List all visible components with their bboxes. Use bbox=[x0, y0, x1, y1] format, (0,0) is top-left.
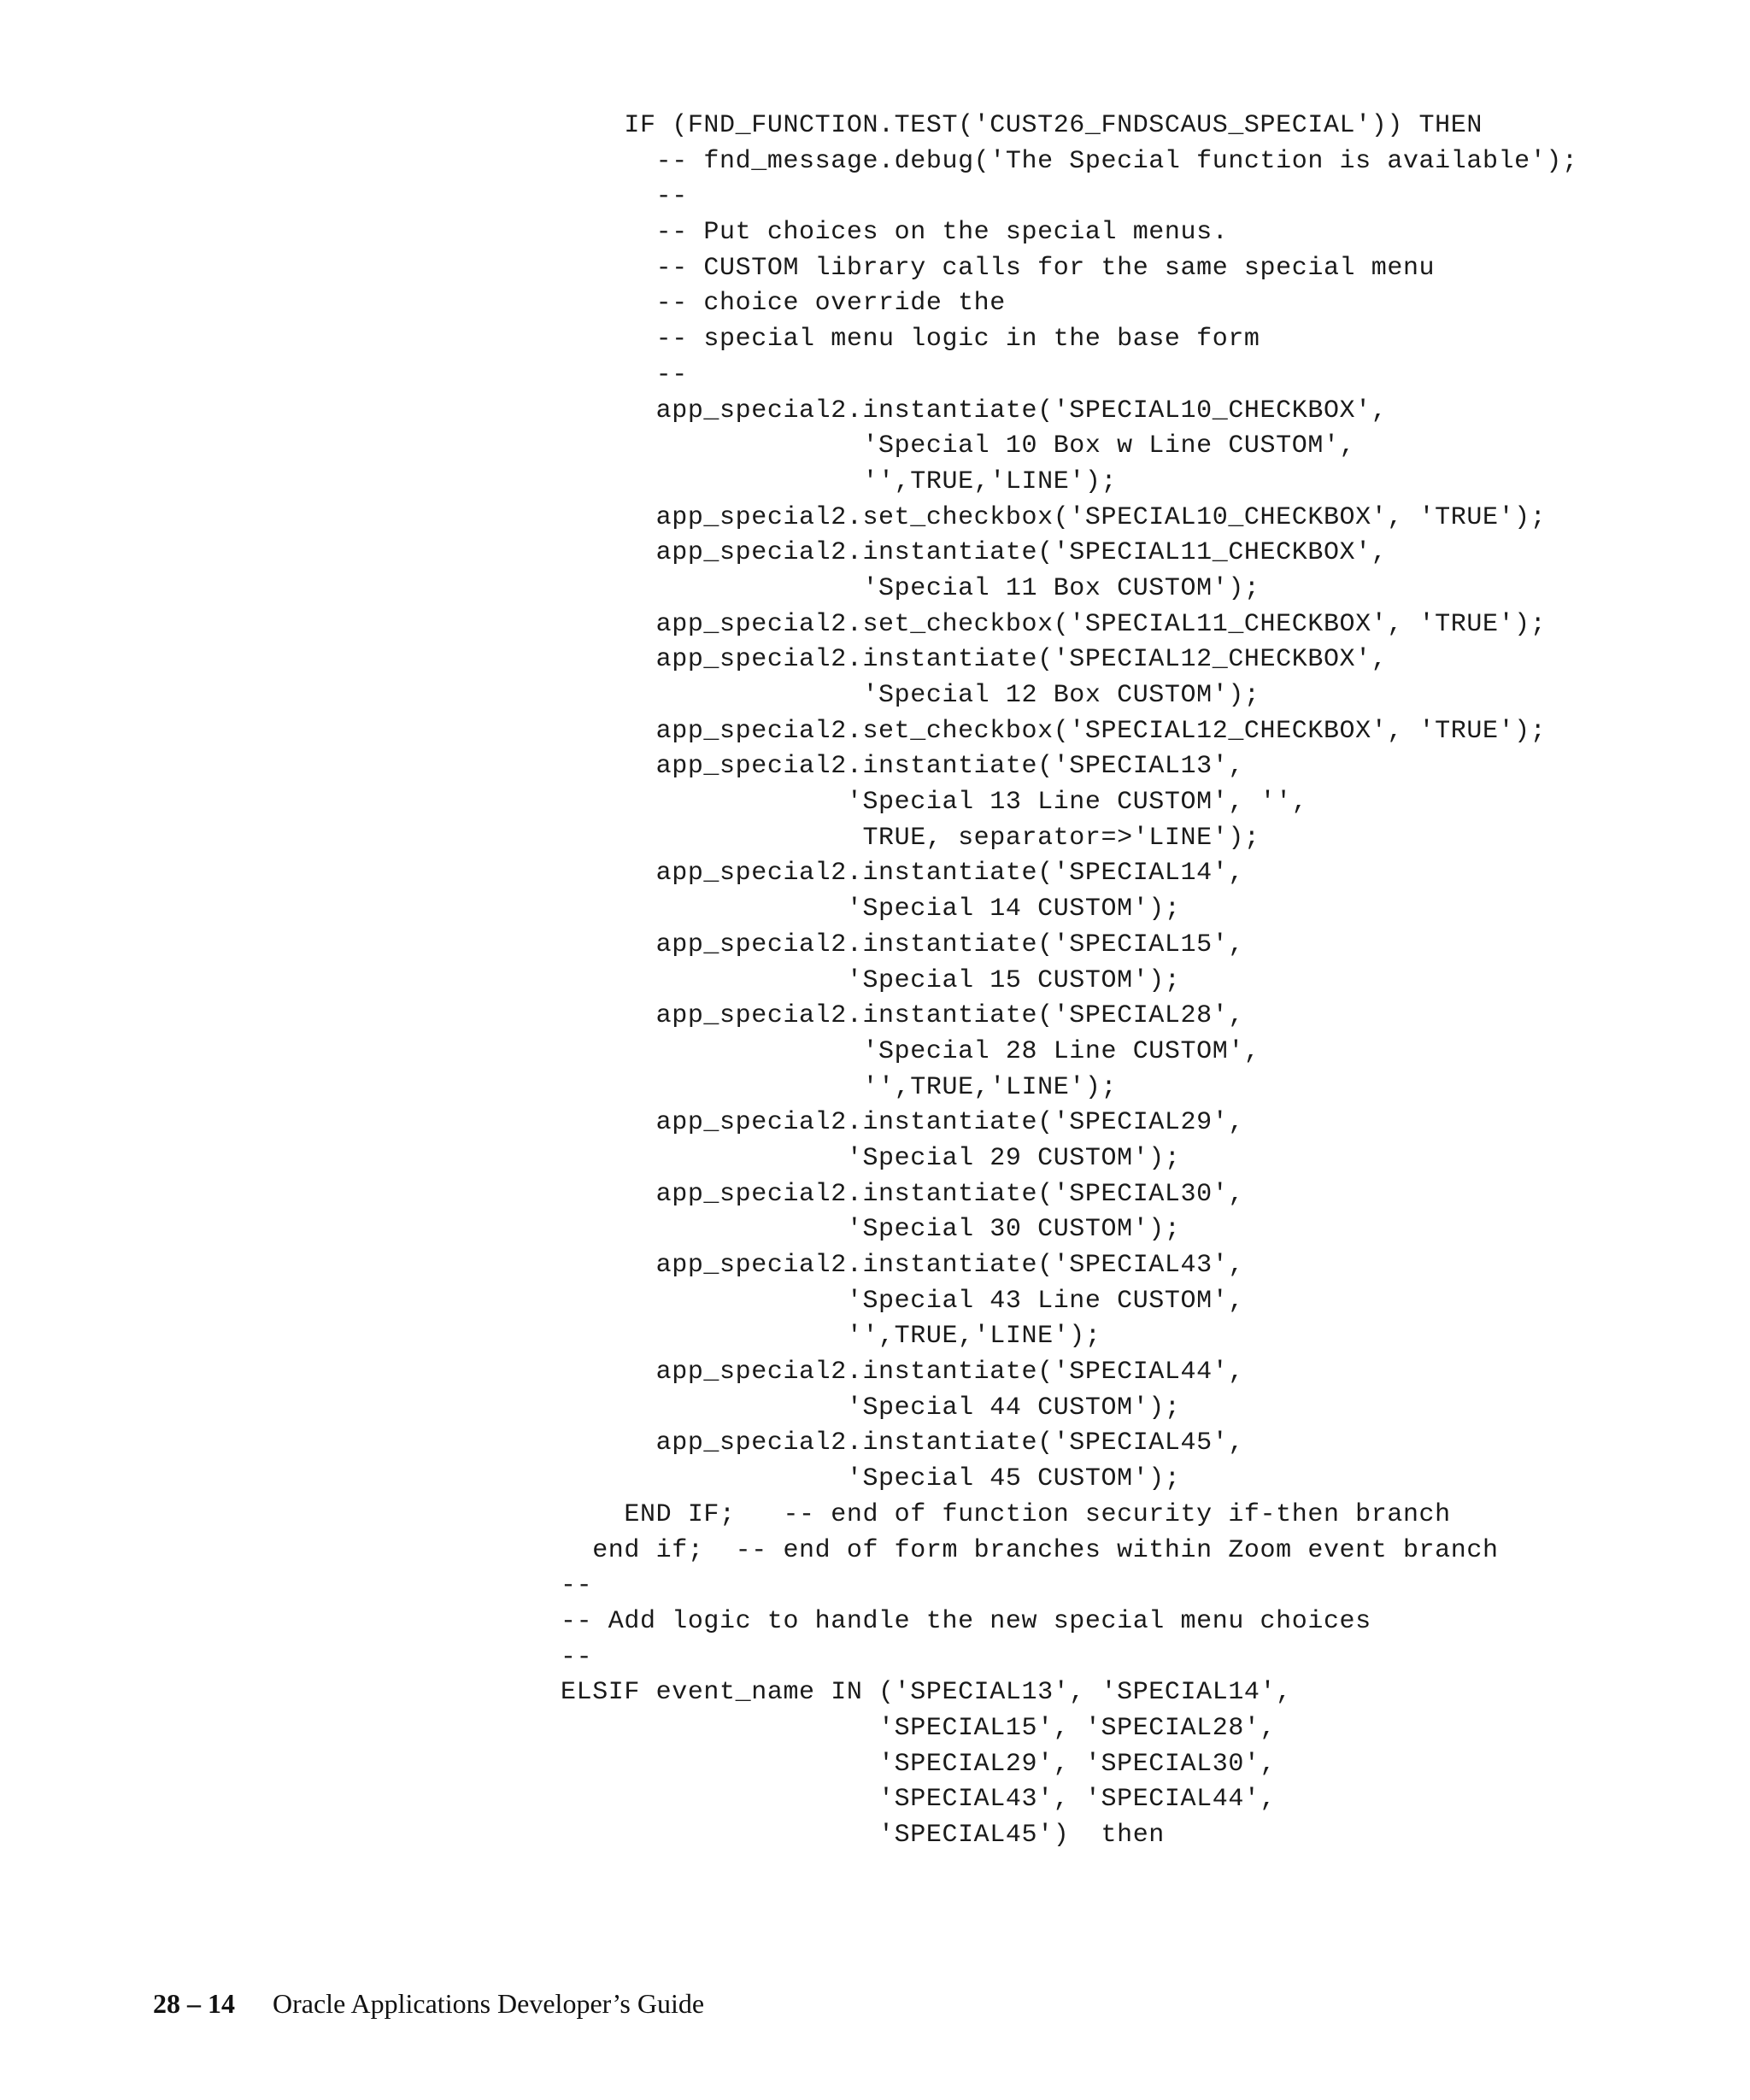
code-line: app_special2.set_checkbox('SPECIAL10_CHECKBOX', 'TRUE'); bbox=[561, 502, 1547, 532]
code-line: app_special2.instantiate('SPECIAL15', bbox=[561, 930, 1244, 959]
code-line: 'Special 13 Line CUSTOM', '', bbox=[561, 788, 1308, 818]
code-line: 'Special 44 CUSTOM'); bbox=[561, 1393, 1181, 1422]
code-line: 'SPECIAL29', 'SPECIAL30', bbox=[561, 1749, 1277, 1779]
page-footer bbox=[126, 1956, 704, 2051]
code-line: 'Special 30 CUSTOM'); bbox=[561, 1215, 1181, 1245]
code-line: -- Put choices on the special menus. bbox=[561, 218, 1229, 248]
code-line: 'Special 29 CUSTOM'); bbox=[561, 1143, 1181, 1173]
code-line: -- CUSTOM library calls for the same special menu bbox=[561, 253, 1436, 283]
code-line: 'SPECIAL43', 'SPECIAL44', bbox=[561, 1785, 1277, 1815]
code-line: app_special2.instantiate('SPECIAL12_CHECKBOX', bbox=[561, 645, 1388, 675]
code-line: -- bbox=[561, 182, 688, 212]
code-line: 'SPECIAL45') then bbox=[561, 1821, 1165, 1850]
code-line: TRUE, separator=>'LINE'); bbox=[561, 823, 1260, 853]
code-line: END IF; -- end of function security if-then branch bbox=[561, 1499, 1451, 1529]
code-line: app_special2.instantiate('SPECIAL28', bbox=[561, 1001, 1244, 1031]
code-line: 'Special 14 CUSTOM'); bbox=[561, 895, 1181, 924]
code-line: app_special2.instantiate('SPECIAL14', bbox=[561, 859, 1244, 889]
code-line: -- bbox=[561, 1571, 593, 1601]
code-line: 'Special 45 CUSTOM'); bbox=[561, 1464, 1181, 1494]
code-line: 'Special 11 Box CUSTOM'); bbox=[561, 573, 1260, 603]
page-number: 28 – 14 bbox=[153, 1988, 235, 2019]
code-line: app_special2.instantiate('SPECIAL11_CHECKBOX', bbox=[561, 538, 1388, 568]
book-title: Oracle Applications Developer’s Guide bbox=[273, 1988, 705, 2019]
code-line: -- Add logic to handle the new special menu choices bbox=[561, 1606, 1371, 1636]
code-line: -- fnd_message.debug('The Special function is available'); bbox=[561, 146, 1578, 176]
code-line: app_special2.instantiate('SPECIAL30', bbox=[561, 1179, 1244, 1209]
code-line: '',TRUE,'LINE'); bbox=[561, 466, 1118, 496]
code-line: app_special2.instantiate('SPECIAL45', bbox=[561, 1428, 1244, 1458]
code-line: -- special menu logic in the base form bbox=[561, 325, 1260, 355]
code-line: 'Special 10 Box w Line CUSTOM', bbox=[561, 431, 1356, 461]
code-line: 'Special 28 Line CUSTOM', bbox=[561, 1036, 1260, 1066]
code-line: app_special2.instantiate('SPECIAL44', bbox=[561, 1358, 1244, 1387]
code-line: -- bbox=[561, 360, 688, 390]
code-line: app_special2.set_checkbox('SPECIAL12_CHECKBOX', 'TRUE'); bbox=[561, 716, 1547, 746]
code-line: app_special2.instantiate('SPECIAL10_CHECKBOX', bbox=[561, 396, 1388, 425]
code-line: '',TRUE,'LINE'); bbox=[561, 1322, 1101, 1352]
code-line: app_special2.instantiate('SPECIAL13', bbox=[561, 752, 1244, 782]
code-line: '',TRUE,'LINE'); bbox=[561, 1072, 1118, 1102]
code-line: ELSIF event_name IN ('SPECIAL13', 'SPECIAL14', bbox=[561, 1678, 1292, 1708]
code-listing bbox=[561, 109, 1578, 1854]
code-line: app_special2.instantiate('SPECIAL29', bbox=[561, 1108, 1244, 1138]
code-line: IF (FND_FUNCTION.TEST('CUST26_FNDSCAUS_SPECIAL')) THEN bbox=[561, 111, 1483, 140]
code-line: 'Special 12 Box CUSTOM'); bbox=[561, 681, 1260, 710]
code-line: app_special2.instantiate('SPECIAL43', bbox=[561, 1251, 1244, 1280]
code-line: -- bbox=[561, 1642, 593, 1672]
code-line: -- choice override the bbox=[561, 289, 1006, 319]
code-line: end if; -- end of form branches within Zoom event branch bbox=[561, 1535, 1499, 1565]
code-line: app_special2.set_checkbox('SPECIAL11_CHECKBOX', 'TRUE'); bbox=[561, 609, 1547, 639]
code-line: 'Special 43 Line CUSTOM', bbox=[561, 1286, 1244, 1316]
code-line: 'Special 15 CUSTOM'); bbox=[561, 965, 1181, 995]
code-line: 'SPECIAL15', 'SPECIAL28', bbox=[561, 1713, 1277, 1743]
